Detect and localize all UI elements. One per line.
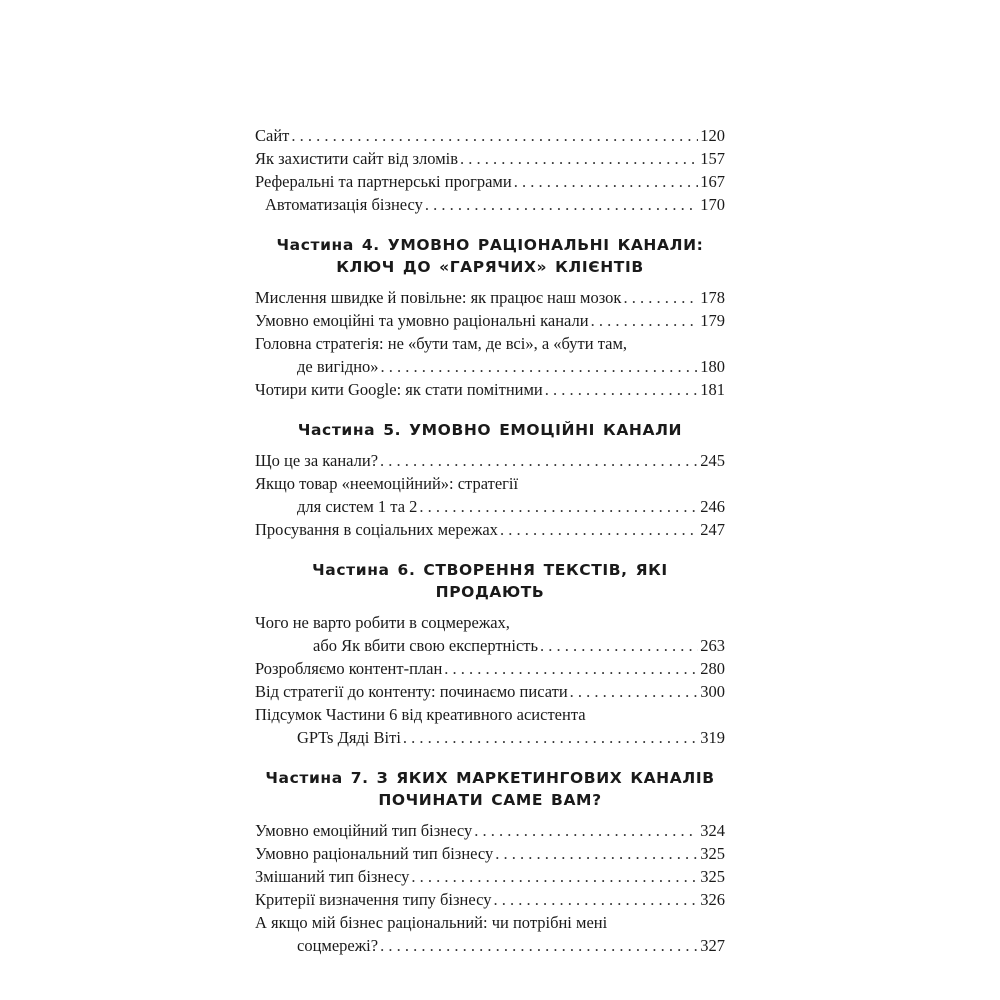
- leader-dots: [623, 286, 698, 309]
- toc-entry-page: 167: [700, 172, 725, 191]
- toc-entry: [255, 726, 725, 749]
- leader-dots: [425, 193, 698, 216]
- toc-entry: [255, 449, 725, 472]
- toc-entry-page: 300: [700, 682, 725, 701]
- toc-entry-page: 327: [700, 936, 725, 955]
- toc-entry: [255, 147, 725, 170]
- toc-entry-page: 179: [700, 311, 725, 330]
- toc-entry-title: соцмережі?: [297, 936, 379, 955]
- toc-entry: [255, 495, 725, 518]
- toc-entry-page: 180: [700, 357, 725, 376]
- toc-entry-title: Чотири кити Google: як стати помітними: [255, 380, 543, 399]
- toc-section-part7: [255, 767, 725, 957]
- toc-entry: [255, 819, 725, 842]
- toc-entry: [255, 634, 725, 657]
- toc-entry-page: 247: [700, 520, 725, 539]
- toc-entry-title: Автоматизація бізнесу: [265, 195, 423, 214]
- part-heading: [255, 559, 725, 603]
- toc-entry: [255, 680, 725, 703]
- leader-dots: [460, 147, 698, 170]
- toc-entry-page: 120: [700, 126, 725, 145]
- toc-entry-title-line: Підсумок Частини 6 від креативного асистента: [255, 705, 586, 724]
- toc-entry-title: Що це за канали?: [255, 451, 379, 470]
- leader-dots: [493, 888, 698, 911]
- leader-dots: [380, 449, 698, 472]
- toc-entry-title-line: Якщо товар «неемоційний»: стратегії: [255, 474, 519, 493]
- leader-dots: [291, 124, 698, 147]
- leader-dots: [500, 518, 698, 541]
- toc-entry-page: 246: [700, 497, 725, 516]
- leader-dots: [540, 634, 698, 657]
- leader-dots: [411, 865, 698, 888]
- toc-entry-title: Умовно емоційний тип бізнесу: [255, 821, 473, 840]
- toc-entry: [255, 170, 725, 193]
- toc-entry-page: 181: [700, 380, 725, 399]
- toc-entry: [255, 888, 725, 911]
- toc-entry: [255, 286, 725, 309]
- part-heading: [255, 419, 725, 441]
- leader-dots: [444, 657, 698, 680]
- leader-dots: [591, 309, 699, 332]
- part-heading: [255, 234, 725, 278]
- toc-entry-title: Від стратегії до контенту: починаємо писати: [255, 682, 568, 701]
- toc-entry: [255, 309, 725, 332]
- toc-entry-page: 324: [700, 821, 725, 840]
- toc-entry-title: Реферальні та партнерські програми: [255, 172, 512, 191]
- part-heading-line: Частина 4. УМОВНО РАЦІОНАЛЬНІ КАНАЛИ:: [276, 236, 704, 254]
- toc-entry-title-line: А якщо мій бізнес раціональний: чи потрібні мені: [255, 913, 608, 932]
- leader-dots: [419, 495, 698, 518]
- toc-entry-title: Як захистити сайт від зломів: [255, 149, 459, 168]
- leader-dots: [495, 842, 698, 865]
- toc-entry: [255, 518, 725, 541]
- toc-entry-page: 325: [700, 867, 725, 886]
- toc-entry-title: Сайт: [255, 126, 290, 145]
- part-heading-line: Частина 7. З ЯКИХ МАРКЕТИНГОВИХ КАНАЛІВ: [265, 769, 715, 787]
- leader-dots: [380, 934, 698, 957]
- part-heading-line: Частина 6. СТВОРЕННЯ ТЕКСТІВ, ЯКІ ПРОДАЮТЬ: [312, 561, 668, 601]
- toc-entry-page: 170: [700, 195, 725, 214]
- toc-section-part4: [255, 234, 725, 401]
- toc-entry-title: Мислення швидке й повільне: як працює наш мозок: [255, 288, 622, 307]
- part-heading-line: Частина 5. УМОВНО ЕМОЦІЙНІ КАНАЛИ: [297, 421, 683, 439]
- toc-entry-page: 280: [700, 659, 725, 678]
- toc-entry: [255, 842, 725, 865]
- toc-entry-title-line: Чого не варто робити в соцмережах,: [255, 613, 510, 632]
- toc-entry-page: 319: [700, 728, 725, 747]
- leader-dots: [403, 726, 698, 749]
- toc-entry-title: Критерії визначення типу бізнесу: [255, 890, 492, 909]
- toc-entry-title: Просування в соціальних мережах: [255, 520, 498, 539]
- toc-entry-title: GPTs Дяді Віті: [297, 728, 401, 747]
- part-heading: [255, 767, 725, 811]
- leader-dots: [514, 170, 699, 193]
- toc-entry: [255, 193, 725, 216]
- table-of-contents: [255, 124, 725, 957]
- toc-entry-page: 178: [700, 288, 725, 307]
- leader-dots: [570, 680, 699, 703]
- toc-entry: [255, 124, 725, 147]
- toc-entry-title: Умовно емоційні та умовно раціональні канали: [255, 311, 589, 330]
- toc-entry-page: 326: [700, 890, 725, 909]
- toc-entry-title-line: Головна стратегія: не «бути там, де всі», а «бути там,: [255, 334, 628, 353]
- toc-entry: [255, 934, 725, 957]
- toc-entry: [255, 378, 725, 401]
- toc-entry-page: 263: [700, 636, 725, 655]
- leader-dots: [474, 819, 698, 842]
- toc-section-part6: [255, 559, 725, 749]
- part-heading-line: ПОЧИНАТИ САМЕ ВАМ?: [378, 791, 602, 809]
- toc-entry-title: Розробляємо контент-план: [255, 659, 443, 678]
- toc-entry-page: 157: [700, 149, 725, 168]
- toc-entry: [255, 865, 725, 888]
- toc-entry-page: 325: [700, 844, 725, 863]
- toc-entry-title: де вигідно»: [297, 357, 379, 376]
- toc-section-part5: [255, 419, 725, 541]
- toc-entry: [255, 657, 725, 680]
- toc-section-intro: [255, 124, 725, 216]
- leader-dots: [381, 355, 699, 378]
- toc-entry-page: 245: [700, 451, 725, 470]
- toc-entry-title: Умовно раціональний тип бізнесу: [255, 844, 494, 863]
- part-heading-line: КЛЮЧ ДО «ГАРЯЧИХ» КЛІЄНТІВ: [336, 258, 644, 276]
- toc-entry-title: Змішаний тип бізнесу: [255, 867, 410, 886]
- leader-dots: [545, 378, 698, 401]
- toc-entry-title: або Як вбити свою експертність: [313, 636, 539, 655]
- toc-entry: [255, 355, 725, 378]
- toc-entry-title: для систем 1 та 2: [297, 497, 418, 516]
